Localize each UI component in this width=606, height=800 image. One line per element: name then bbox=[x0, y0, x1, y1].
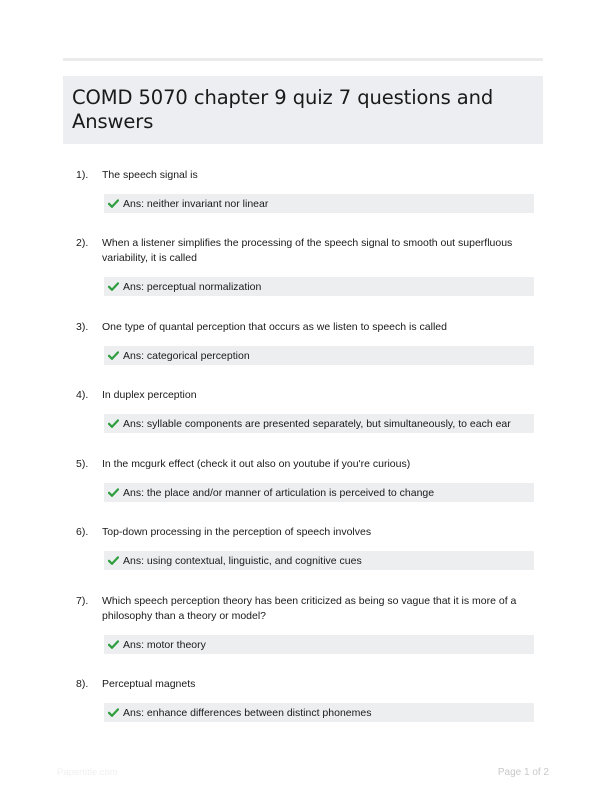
answer-text: Ans: syllable components are presented separately, but simultaneously, to each ear bbox=[123, 417, 511, 430]
question-number: 7). bbox=[76, 595, 89, 607]
answer-box bbox=[104, 551, 534, 570]
answer-text: Ans: perceptual normalization bbox=[123, 280, 262, 293]
question-text: In the mcgurk effect (check it out also on youtube if you're curious) bbox=[102, 458, 411, 470]
page-title: COMD 5070 chapter 9 quiz 7 questions and Answers bbox=[72, 86, 494, 133]
answer-box bbox=[104, 483, 534, 502]
check-icon bbox=[108, 281, 119, 292]
answer-text: Ans: the place and/or manner of articulation is perceived to change bbox=[123, 486, 435, 499]
question-text: When a listener simplifies the processing of the speech signal to smooth out superfluous variability, it is called bbox=[102, 237, 513, 264]
footer-watermark: Papertitle.com bbox=[57, 767, 118, 778]
answer-box bbox=[104, 414, 534, 433]
page-indicator: Page 1 of 2 bbox=[497, 767, 549, 778]
check-icon bbox=[108, 418, 119, 429]
question-number: 5). bbox=[76, 458, 89, 470]
check-icon bbox=[108, 639, 119, 650]
answer-box bbox=[104, 703, 534, 722]
question-text: The speech signal is bbox=[102, 169, 198, 181]
question-text: Perceptual magnets bbox=[102, 678, 196, 690]
question-number: 2). bbox=[76, 237, 89, 249]
check-icon bbox=[108, 707, 119, 718]
check-icon bbox=[108, 487, 119, 498]
question-text: Which speech perception theory has been criticized as being so vague that it is more of a philosophy than a theory or model? bbox=[102, 595, 517, 622]
check-icon bbox=[108, 198, 119, 209]
answer-text: Ans: enhance differences between distinct phonemes bbox=[123, 706, 372, 719]
answer-box bbox=[104, 635, 534, 654]
question-text: In duplex perception bbox=[102, 389, 197, 401]
question-number: 4). bbox=[76, 389, 89, 401]
question-number: 3). bbox=[76, 321, 89, 333]
check-icon bbox=[108, 555, 119, 566]
answer-text: Ans: neither invariant nor linear bbox=[123, 197, 269, 210]
question-text: Top-down processing in the perception of speech involves bbox=[102, 526, 372, 538]
answer-text: Ans: motor theory bbox=[123, 638, 206, 651]
question-number: 8). bbox=[76, 678, 89, 690]
answer-text: Ans: categorical perception bbox=[123, 349, 250, 362]
question-number: 6). bbox=[76, 526, 89, 538]
answer-box bbox=[104, 277, 534, 296]
question-number: 1). bbox=[76, 169, 89, 181]
question-text: One type of quantal perception that occurs as we listen to speech is called bbox=[102, 321, 447, 333]
answer-box bbox=[104, 346, 534, 365]
answer-box bbox=[104, 194, 534, 213]
answer-text: Ans: using contextual, linguistic, and cognitive cues bbox=[123, 554, 362, 567]
check-icon bbox=[108, 350, 119, 361]
